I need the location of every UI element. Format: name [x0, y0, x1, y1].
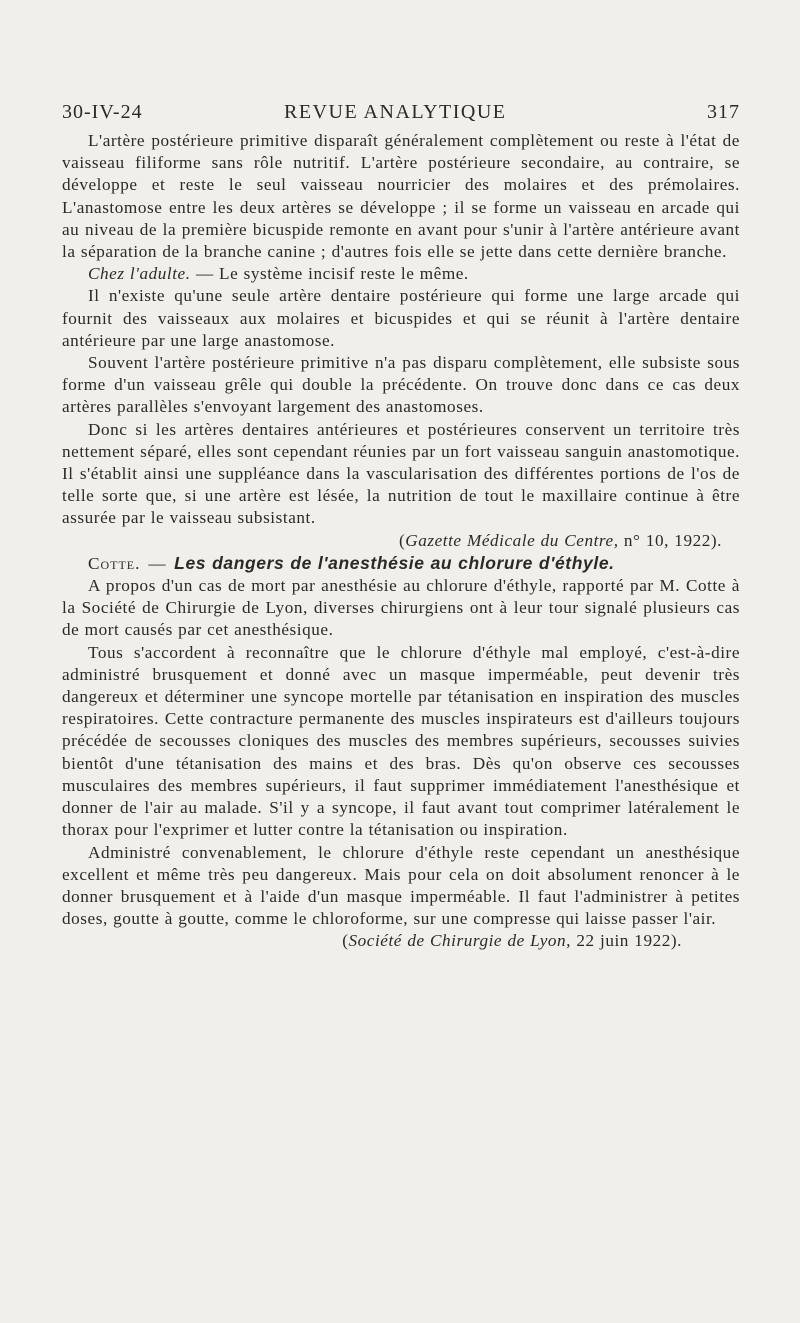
citation-open: ( [342, 931, 349, 951]
subheading-adulte [62, 263, 740, 285]
paragraph-arteres-2: Il n'existe qu'une seule artère dentaire postérieure qui forme une large arcade qui fournit des vaisseaux aux molaires et bicuspides et qui se réunit à l'artère dentaire antérieure par une large anastomose. [62, 286, 740, 350]
citation-source: Société de Chirurgie de Lyon, [348, 931, 572, 951]
paragraph-anesthesie-2: Tous s'accordent à reconnaître que le chlorure d'éthyle mal employé, c'est-à-dire administré brusquement et donné avec un masque imperméable, peut devenir très dangereux et déterminer une syncope mortelle par tétanisation en inspiration des muscles respiratoires. Cette contracture permanente des muscles inspirateurs est d'ailleurs toujours précédée de secousses cloniques des muscles des membres supérieurs, secousses suivies bientôt d'une tétanisation des mains et des bras. Dès qu'on observe ces secousses musculaires des membres supérieurs, il faut supprimer immédiatement l'anesthésique et donner de l'air au malade. S'il y a syncope, il faut avant tout comprimer latéralement le thorax pour l'exprimer et lutter contre la tétanisation ou inspiration. [62, 642, 740, 840]
citation-details: 22 juin 1922). [571, 931, 682, 951]
article-heading [62, 552, 740, 575]
article-title: Les dangers de l'anesthésie au chlorure d'éthyle. [174, 552, 615, 573]
paragraph-anesthesie-1: A propos d'un cas de mort par anesthésie au chlorure d'éthyle, rapporté par M. Cotte à la Société de Chirurgie de Lyon, diverses chirurgiens ont à leur tour signalé plusieurs cas de mort causés par cet anesthésique. [62, 576, 740, 640]
heading-dash: — [148, 553, 167, 573]
subheading-text: — Le système incisif reste le même. [190, 264, 469, 284]
paragraph-anesthesie-3: Administré convenablement, le chlorure d'éthyle reste cependant un anesthésique excellent et même très peu dangereux. Mais pour cela on doit absolument renoncer à le donner brusquement et à l'aide d'un masque imperméable. Il faut l'administrer à petites doses, goutte à goutte, comme le chloroforme, sur une compresse qui laisse passer l'air. [62, 842, 740, 929]
citation-open: ( [398, 530, 406, 550]
article-author: Cotte. [88, 553, 141, 573]
citation-source: Gazette Médicale du Centre, [405, 530, 619, 550]
subheading-label: Chez l'adulte. [88, 264, 191, 284]
citation-gazette [62, 530, 740, 552]
paragraph-arteres-3: Souvent l'artère postérieure primitive n'a pas disparu complètement, elle subsiste sous forme d'un vaisseau grêle qui double la précédente. On trouve donc dans ce cas deux artères parallèles s'envoyant largement des anastomoses. [62, 353, 740, 417]
header-date: 30-IV-24 [62, 101, 143, 123]
paragraph-arteres-1: L'artère postérieure primitive disparaît généralement complètement ou reste à l'état de vaisseau filiforme sans rôle nutritif. L'artère postérieure secondaire, au contraire, se développe et reste le seul vaisseau nourricier des molaires et des prémolaires. L'anastomose entre les deux artères se développe ; il se forme un vaisseau en arcade qui au niveau de la première bicuspide remonte en avant pour s'unir à l'artère antérieure avant la séparation de la branche canine ; d'autres fois elle se jette dans cette dernière branche. [62, 131, 740, 262]
header-title: REVUE ANALYTIQUE [284, 101, 507, 123]
citation-societe [62, 930, 740, 952]
page-number: 317 [707, 101, 740, 123]
running-header [62, 101, 742, 129]
paragraph-arteres-4: Donc si les artères dentaires antérieures et postérieures conservent un territoire très nettement séparé, elles sont cependant réunies par un fort vaisseau sanguin anastomotique. Il s'établit ainsi une suppléance dans la vascularisation des différentes portions de l'os de telle sorte que, si une artère est lésée, la nutrition de tout le maxillaire continue à être assurée par le vaisseau subsistant. [62, 419, 740, 528]
page-body [62, 130, 740, 953]
citation-details: n° 10, 1922). [618, 530, 722, 550]
